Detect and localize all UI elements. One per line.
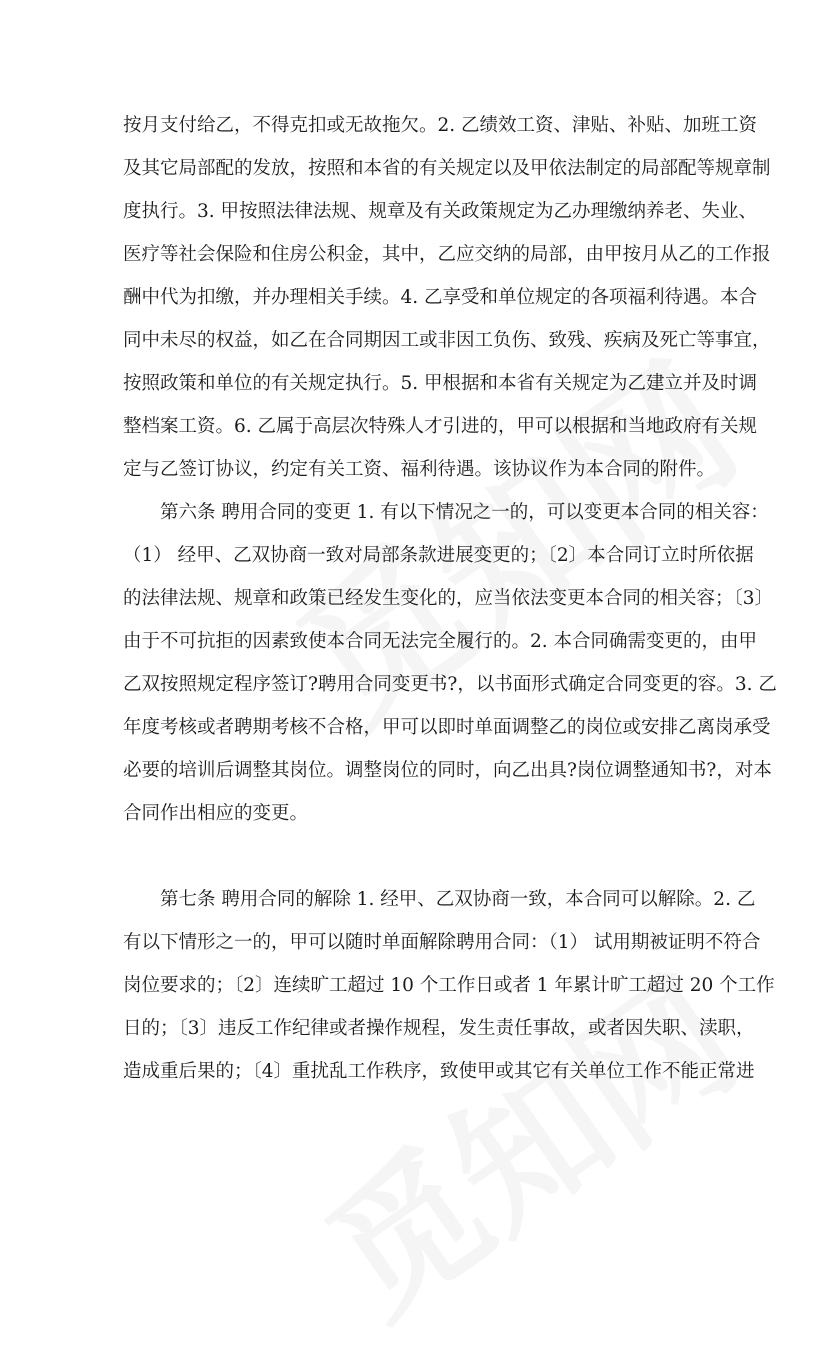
- article-6-heading-line: 第六条 聘用合同的变更 1. 有以下情况之一的，可以变更本合同的相关容：: [160, 502, 769, 523]
- paragraph-article-7-contract-termination: [123, 878, 775, 1093]
- paragraph-article-6-contract-changes: [123, 491, 777, 835]
- text-line: 必要的培训后调整其岗位。调整岗位的同时，向乙出具?岗位调整通知书?，对本: [123, 760, 772, 781]
- text-line: 度执行。3. 甲按照法律法规、规章及有关政策规定为乙办理缴纳养老、失业、: [123, 201, 758, 222]
- text-line: 合同作出相应的变更。: [123, 803, 309, 824]
- text-line: 按月支付给乙，不得克扣或无故拖欠。2. 乙绩效工资、津贴、补贴、加班工资: [123, 115, 758, 136]
- text-line: 有以下情形之一的，甲可以随时单面解除聘用合同：（1） 试用期被证明不符合: [123, 932, 761, 953]
- paragraph-spacer: [123, 835, 713, 878]
- text-line: 同中未尽的权益，如乙在合同期因工或非因工负伤、致残、疾病及死亡等事宜，: [123, 330, 771, 351]
- article-7-heading-line: 第七条 聘用合同的解除 1. 经甲、乙双协商一致，本合同可以解除。2. 乙: [160, 889, 756, 910]
- text-line: 按照政策和单位的有关规定执行。5. 甲根据和本省有关规定为乙建立并及时调: [123, 373, 758, 394]
- text-line: 酬中代为扣缴，并办理相关手续。4. 乙享受和单位规定的各项福利待遇。本合: [123, 287, 758, 308]
- text-line: 及其它局部配的发放，按照和本省的有关规定以及甲依法制定的局部配等规章制: [123, 158, 771, 179]
- text-line: 造成重后果的；〔4〕重扰乱工作秩序，致使甲或其它有关单位工作不能正常进: [123, 1061, 755, 1082]
- text-line: 的法律法规、规章和政策已经发生变化的，应当依法变更本合同的相关容；〔3〕: [123, 588, 774, 609]
- paragraph-salary-benefits: [123, 104, 771, 491]
- text-line: 由于不可抗拒的因素致使本合同无法完全履行的。2. 本合同确需变更的，由甲: [123, 631, 758, 652]
- text-line: 整档案工资。6. 乙属于高层次特殊人才引进的，甲可以根据和当地政府有关规: [123, 416, 758, 437]
- text-line: 岗位要求的；〔2〕连续旷工超过 10 个工作日或者 1 年累计旷工超过 20 个工作: [123, 975, 775, 996]
- text-line: 医疗等社会保险和住房公积金，其中，乙应交纳的局部，由甲按月从乙的工作报: [123, 244, 771, 265]
- text-line: 乙双按照规定程序签订?聘用合同变更书?，以书面形式确定合同变更的容。3. 乙: [123, 674, 777, 695]
- text-line: （1） 经甲、乙双协商一致对局部条款进展变更的；〔2〕本合同订立时所依据: [123, 545, 754, 566]
- text-line: 日的；〔3〕违反工作纪律或者操作规程，发生责任事故，或者因失职、渎职，: [123, 1018, 755, 1039]
- text-line: 定与乙签订协议，约定有关工资、福利待遇。该协议作为本合同的附件。: [123, 459, 716, 480]
- document-body: [123, 104, 777, 1093]
- text-line: 年度考核或者聘期考核不合格，甲可以即时单面调整乙的岗位或安排乙离岗承受: [123, 717, 771, 738]
